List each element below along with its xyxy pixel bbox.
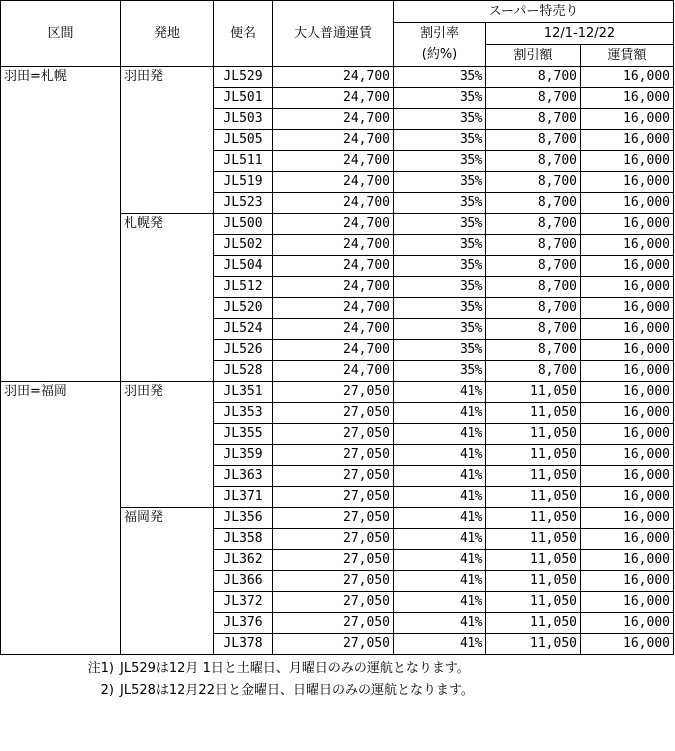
- discount-amount-cell: 8,700: [486, 277, 581, 298]
- discount-rate-cell: 35%: [394, 256, 486, 277]
- fare-amount-cell: 16,000: [581, 130, 674, 151]
- normal-fare-cell: 24,700: [273, 193, 394, 214]
- discount-rate-cell: 35%: [394, 193, 486, 214]
- discount-rate-cell: 41%: [394, 487, 486, 508]
- discount-amount-cell: 11,050: [486, 634, 581, 655]
- flight-cell: JL363: [214, 466, 273, 487]
- normal-fare-cell: 24,700: [273, 361, 394, 382]
- fare-amount-cell: 16,000: [581, 340, 674, 361]
- discount-rate-cell: 41%: [394, 403, 486, 424]
- discount-amount-cell: 8,700: [486, 319, 581, 340]
- flight-cell: JL362: [214, 550, 273, 571]
- flight-cell: JL500: [214, 214, 273, 235]
- discount-rate-cell: 41%: [394, 529, 486, 550]
- fare-amount-cell: 16,000: [581, 382, 674, 403]
- flight-cell: JL520: [214, 298, 273, 319]
- table-body: [1, 67, 674, 655]
- header-section: 区間: [1, 1, 121, 67]
- discount-amount-cell: 8,700: [486, 256, 581, 277]
- flight-cell: JL356: [214, 508, 273, 529]
- header-origin: 発地: [121, 1, 214, 67]
- discount-amount-cell: 11,050: [486, 571, 581, 592]
- note-mark: 2): [100, 683, 114, 698]
- discount-amount-cell: 11,050: [486, 613, 581, 634]
- discount-amount-cell: 8,700: [486, 88, 581, 109]
- fare-amount-cell: 16,000: [581, 403, 674, 424]
- discount-rate-cell: 41%: [394, 550, 486, 571]
- header-discount-amount: 割引額: [486, 45, 581, 67]
- fare-amount-cell: 16,000: [581, 487, 674, 508]
- fare-amount-cell: 16,000: [581, 109, 674, 130]
- discount-amount-cell: 8,700: [486, 130, 581, 151]
- discount-rate-cell: 35%: [394, 340, 486, 361]
- discount-rate-cell: 35%: [394, 67, 486, 88]
- flight-cell: JL504: [214, 256, 273, 277]
- discount-amount-cell: 11,050: [486, 424, 581, 445]
- flight-cell: JL526: [214, 340, 273, 361]
- flight-cell: JL503: [214, 109, 273, 130]
- flight-cell: JL351: [214, 382, 273, 403]
- normal-fare-cell: 24,700: [273, 172, 394, 193]
- discount-rate-cell: 41%: [394, 445, 486, 466]
- fare-amount-cell: 16,000: [581, 592, 674, 613]
- discount-rate-cell: 41%: [394, 613, 486, 634]
- normal-fare-cell: 27,050: [273, 613, 394, 634]
- discount-rate-cell: 35%: [394, 214, 486, 235]
- discount-amount-cell: 8,700: [486, 109, 581, 130]
- table-header: [1, 1, 674, 67]
- normal-fare-cell: 27,050: [273, 571, 394, 592]
- discount-amount-cell: 8,700: [486, 235, 581, 256]
- header-super-sale: スーパー特売り: [394, 1, 674, 23]
- discount-rate-cell: 41%: [394, 571, 486, 592]
- header-fare-amount: 運賃額: [581, 45, 674, 67]
- section-cell: 羽田=福岡: [1, 382, 121, 655]
- origin-cell: 羽田発: [121, 67, 214, 214]
- flight-cell: JL376: [214, 613, 273, 634]
- normal-fare-cell: 24,700: [273, 319, 394, 340]
- header-discount-rate-unit: (約%): [421, 47, 458, 62]
- flight-cell: JL502: [214, 235, 273, 256]
- normal-fare-cell: 27,050: [273, 382, 394, 403]
- discount-amount-cell: 8,700: [486, 193, 581, 214]
- fare-amount-cell: 16,000: [581, 214, 674, 235]
- fare-amount-cell: 16,000: [581, 172, 674, 193]
- fare-amount-cell: 16,000: [581, 571, 674, 592]
- discount-amount-cell: 8,700: [486, 172, 581, 193]
- note-text: JL528は12月22日と金曜日、日曜日のみの運航となります。: [120, 683, 474, 698]
- fare-amount-cell: 16,000: [581, 67, 674, 88]
- normal-fare-cell: 24,700: [273, 340, 394, 361]
- fare-amount-cell: 16,000: [581, 88, 674, 109]
- discount-rate-cell: 41%: [394, 592, 486, 613]
- normal-fare-cell: 24,700: [273, 256, 394, 277]
- fare-amount-cell: 16,000: [581, 319, 674, 340]
- origin-cell: 羽田発: [121, 382, 214, 508]
- flight-cell: JL501: [214, 88, 273, 109]
- flight-cell: JL529: [214, 67, 273, 88]
- discount-amount-cell: 11,050: [486, 529, 581, 550]
- discount-amount-cell: 11,050: [486, 508, 581, 529]
- normal-fare-cell: 27,050: [273, 403, 394, 424]
- flight-cell: JL505: [214, 130, 273, 151]
- flight-cell: JL512: [214, 277, 273, 298]
- fare-amount-cell: 16,000: [581, 529, 674, 550]
- normal-fare-cell: 24,700: [273, 214, 394, 235]
- origin-cell: 福岡発: [121, 508, 214, 655]
- note-line: [0, 680, 675, 702]
- discount-rate-cell: 35%: [394, 88, 486, 109]
- discount-rate-cell: 35%: [394, 298, 486, 319]
- discount-amount-cell: 11,050: [486, 592, 581, 613]
- flight-cell: JL366: [214, 571, 273, 592]
- fare-amount-cell: 16,000: [581, 613, 674, 634]
- discount-rate-cell: 35%: [394, 277, 486, 298]
- discount-rate-cell: 35%: [394, 319, 486, 340]
- normal-fare-cell: 27,050: [273, 424, 394, 445]
- normal-fare-cell: 24,700: [273, 151, 394, 172]
- discount-rate-cell: 41%: [394, 634, 486, 655]
- normal-fare-cell: 27,050: [273, 634, 394, 655]
- origin-cell: 札幌発: [121, 214, 214, 382]
- normal-fare-cell: 24,700: [273, 235, 394, 256]
- discount-amount-cell: 11,050: [486, 466, 581, 487]
- normal-fare-cell: 24,700: [273, 88, 394, 109]
- flight-cell: JL353: [214, 403, 273, 424]
- discount-amount-cell: 11,050: [486, 382, 581, 403]
- fare-amount-cell: 16,000: [581, 193, 674, 214]
- fare-amount-cell: 16,000: [581, 508, 674, 529]
- normal-fare-cell: 27,050: [273, 529, 394, 550]
- discount-amount-cell: 8,700: [486, 67, 581, 88]
- flight-cell: JL523: [214, 193, 273, 214]
- discount-rate-cell: 41%: [394, 508, 486, 529]
- discount-rate-cell: 41%: [394, 382, 486, 403]
- normal-fare-cell: 27,050: [273, 487, 394, 508]
- normal-fare-cell: 24,700: [273, 67, 394, 88]
- flight-cell: JL528: [214, 361, 273, 382]
- note-text: JL529は12月 1日と土曜日、月曜日のみの運航となります。: [120, 661, 470, 676]
- note-line: [0, 658, 675, 680]
- flight-cell: JL372: [214, 592, 273, 613]
- fare-amount-cell: 16,000: [581, 151, 674, 172]
- header-discount-rate: [394, 23, 486, 67]
- discount-rate-cell: 35%: [394, 361, 486, 382]
- discount-rate-cell: 35%: [394, 235, 486, 256]
- note-mark: 注1): [87, 661, 114, 676]
- fare-amount-cell: 16,000: [581, 445, 674, 466]
- header-flight: 便名: [214, 1, 273, 67]
- section-cell: 羽田=札幌: [1, 67, 121, 382]
- discount-rate-cell: 35%: [394, 172, 486, 193]
- fare-amount-cell: 16,000: [581, 298, 674, 319]
- fare-amount-cell: 16,000: [581, 256, 674, 277]
- header-period: 12/1-12/22: [486, 23, 674, 45]
- flight-cell: JL358: [214, 529, 273, 550]
- table-row: [1, 382, 674, 403]
- normal-fare-cell: 27,050: [273, 466, 394, 487]
- fare-amount-cell: 16,000: [581, 235, 674, 256]
- normal-fare-cell: 27,050: [273, 592, 394, 613]
- fare-amount-cell: 16,000: [581, 424, 674, 445]
- normal-fare-cell: 24,700: [273, 130, 394, 151]
- flight-cell: JL355: [214, 424, 273, 445]
- discount-amount-cell: 8,700: [486, 340, 581, 361]
- fare-amount-cell: 16,000: [581, 277, 674, 298]
- normal-fare-cell: 24,700: [273, 109, 394, 130]
- flight-cell: JL524: [214, 319, 273, 340]
- discount-amount-cell: 8,700: [486, 361, 581, 382]
- header-discount-rate-label: 割引率: [419, 26, 459, 41]
- discount-rate-cell: 35%: [394, 151, 486, 172]
- fare-amount-cell: 16,000: [581, 550, 674, 571]
- discount-rate-cell: 35%: [394, 109, 486, 130]
- notes: [0, 655, 675, 702]
- discount-rate-cell: 41%: [394, 424, 486, 445]
- normal-fare-cell: 27,050: [273, 550, 394, 571]
- header-normal-fare: 大人普通運賃: [273, 1, 394, 67]
- table-row: [1, 67, 674, 88]
- fare-amount-cell: 16,000: [581, 361, 674, 382]
- normal-fare-cell: 24,700: [273, 277, 394, 298]
- discount-rate-cell: 35%: [394, 130, 486, 151]
- normal-fare-cell: 27,050: [273, 445, 394, 466]
- discount-amount-cell: 11,050: [486, 445, 581, 466]
- normal-fare-cell: 27,050: [273, 508, 394, 529]
- discount-amount-cell: 11,050: [486, 550, 581, 571]
- flight-cell: JL519: [214, 172, 273, 193]
- discount-amount-cell: 11,050: [486, 487, 581, 508]
- flight-cell: JL359: [214, 445, 273, 466]
- discount-amount-cell: 8,700: [486, 298, 581, 319]
- fare-amount-cell: 16,000: [581, 466, 674, 487]
- discount-amount-cell: 8,700: [486, 214, 581, 235]
- normal-fare-cell: 24,700: [273, 298, 394, 319]
- fare-amount-cell: 16,000: [581, 634, 674, 655]
- flight-cell: JL371: [214, 487, 273, 508]
- discount-rate-cell: 41%: [394, 466, 486, 487]
- flight-cell: JL378: [214, 634, 273, 655]
- discount-amount-cell: 11,050: [486, 403, 581, 424]
- flight-cell: JL511: [214, 151, 273, 172]
- discount-amount-cell: 8,700: [486, 151, 581, 172]
